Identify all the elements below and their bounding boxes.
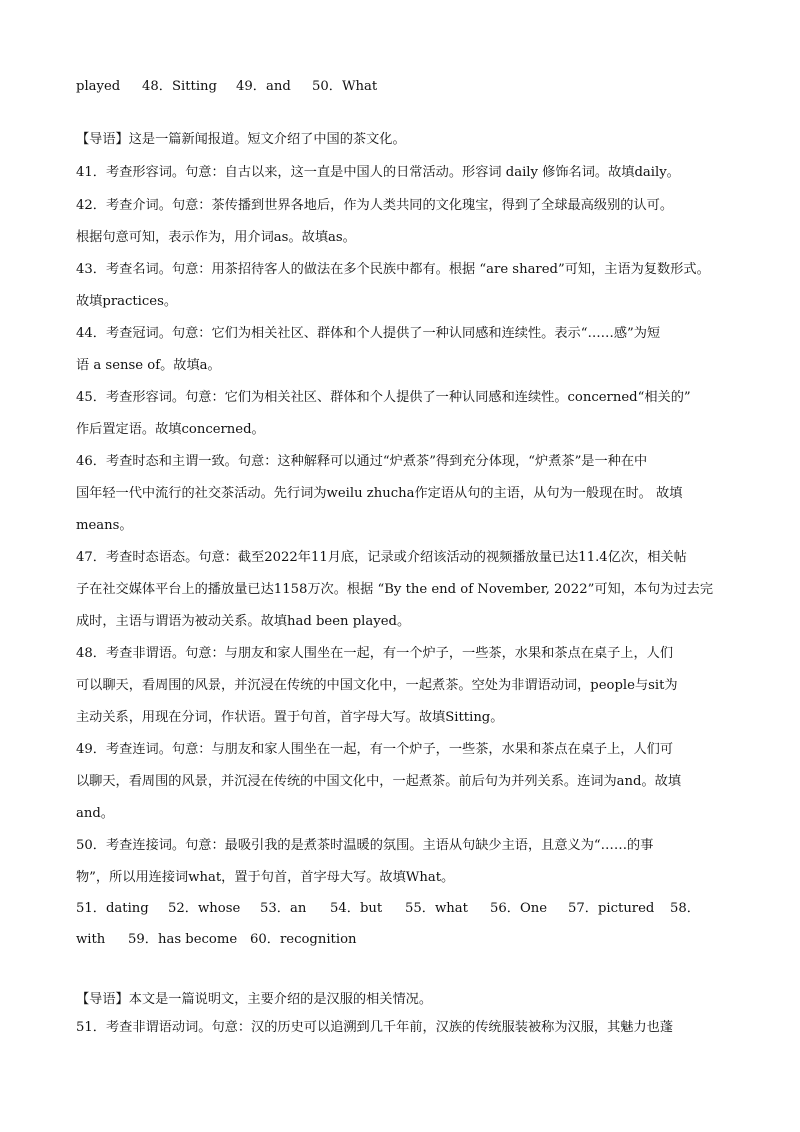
answer-item: 54．but bbox=[330, 901, 383, 916]
explanation-line: means。 bbox=[76, 518, 133, 533]
explanation-line: 47．考查时态语态。句意：截至2022年11月底，记录或介绍该活动的视频播放量已达11.4亿次，相关帖 bbox=[76, 550, 687, 565]
section-intro: 【导语】本文是一篇说明文，主要介绍的是汉服的相关情况。 bbox=[76, 992, 433, 1007]
answer-item: 52．whose bbox=[168, 901, 241, 916]
explanation-line: 故填practices。 bbox=[76, 294, 178, 309]
explanation-line: 作后置定语。故填concerned。 bbox=[76, 422, 265, 437]
explanation-line: 41．考查形容词。句意：自古以来，这一直是中国人的日常活动。形容词 daily 修饰名词。故填daily。 bbox=[76, 165, 680, 180]
explanation-line: 可以聊天，看周围的风景，并沉浸在传统的中国文化中，一起煮茶。空处为非谓语动词，people与sit为 bbox=[76, 678, 678, 693]
explanation-line: 国年轻一代中流行的社交茶活动。先行词为weilu zhucha作定语从句的主语，从句为一般现在时。 故填 bbox=[76, 486, 683, 501]
answer-item: played bbox=[76, 79, 121, 94]
answer-item: 56．One bbox=[490, 901, 548, 916]
answer-item: 60．recognition bbox=[250, 932, 357, 947]
explanation-line: 子在社交媒体平台上的播放量已达1158万次。根据 “By the end of November, 2022”可知，本句为过去完 bbox=[76, 582, 714, 597]
explanation-line: 44．考查冠词。句意：它们为相关社区、群体和个人提供了一种认同感和连续性。表示“……感”为短 bbox=[76, 326, 661, 341]
section-intro: 【导语】这是一篇新闻报道。短文介绍了中国的茶文化。 bbox=[76, 132, 406, 147]
explanation-line: 物”，所以用连接词what，置于句首，首字母大写。故填What。 bbox=[76, 870, 455, 885]
explanation-line: 49．考查连词。句意：与朋友和家人围坐在一起，有一个炉子，一些茶，水果和茶点在桌子上，人们可 bbox=[76, 742, 674, 757]
explanation-line: 主动关系，用现在分词，作状语。置于句首，首字母大写。故填Sitting。 bbox=[76, 710, 504, 725]
answer-item: 57．pictured bbox=[568, 901, 655, 916]
answer-item: 48．Sitting bbox=[142, 79, 217, 94]
answer-item: 53．an bbox=[260, 901, 307, 916]
explanation-line: 语 a sense of。故填a。 bbox=[76, 358, 221, 373]
answer-item: 55．what bbox=[405, 901, 468, 916]
explanation-line: 46．考查时态和主谓一致。句意：这种解释可以通过“炉煮茶”得到充分体现，“炉煮茶”是一种在中 bbox=[76, 454, 648, 469]
explanation-line: 42．考查介词。句意：茶传播到世界各地后，作为人类共同的文化瑰宝，得到了全球最高级别的认可。 bbox=[76, 198, 674, 213]
answer-item: 50．What bbox=[312, 79, 378, 94]
answer-item: 59．has become bbox=[128, 932, 238, 947]
explanation-line: 45．考查形容词。句意：它们为相关社区、群体和个人提供了一种认同感和连续性。concerned“相关的” bbox=[76, 390, 691, 405]
explanation-line: 50．考查连接词。句意：最吸引我的是煮茶时温暖的氛围。主语从句缺少主语，且意义为“……的事 bbox=[76, 838, 654, 853]
answer-item: 49．and bbox=[236, 79, 291, 94]
explanation-line: 以聊天，看周围的风景，并沉浸在传统的中国文化中，一起煮茶。前后句为并列关系。连词为and。故填 bbox=[76, 774, 682, 789]
explanation-line: 根据句意可知，表示作为，用介词as。故填as。 bbox=[76, 230, 356, 245]
answer-item: with bbox=[76, 932, 106, 947]
explanation-line: 51．考查非谓语动词。句意：汉的历史可以追溯到几千年前，汉族的传统服装被称为汉服，其魅力也蓬 bbox=[76, 1020, 674, 1035]
answer-item: 58． bbox=[670, 901, 700, 916]
explanation-line: and。 bbox=[76, 806, 114, 821]
explanation-line: 成时，主语与谓语为被动关系。故填had been played。 bbox=[76, 614, 411, 629]
explanation-line: 48．考查非谓语。句意：与朋友和家人围坐在一起，有一个炉子，一些茶，水果和茶点在桌子上，人们 bbox=[76, 646, 674, 661]
answer-item: 51．dating bbox=[76, 901, 149, 916]
explanation-line: 43．考查名词。句意：用茶招待客人的做法在多个民族中都有。根据 “are shared”可知，主语为复数形式。 bbox=[76, 262, 710, 277]
